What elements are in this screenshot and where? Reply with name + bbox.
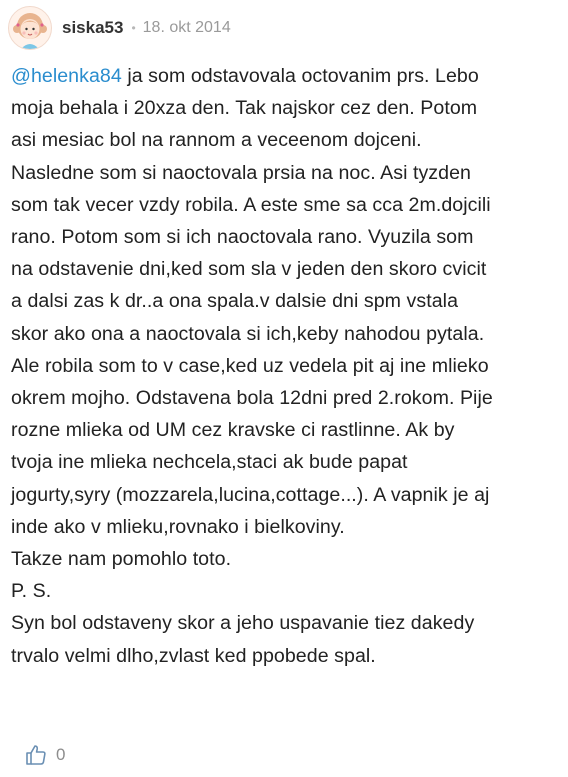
comment-line: asi mesiac bol na rannom a veceenom dojceni.: [11, 129, 422, 152]
meta-separator: •: [131, 21, 136, 35]
comment-line: okrem mojho. Odstavena bola 12dni pred 2.rokom. Pije: [11, 387, 493, 410]
comment-body: [11, 60, 557, 672]
comment-line: tvoja ine mlieka nechcela,staci ak bude papat: [11, 451, 408, 474]
comment-line: Takze nam pomohlo toto.: [11, 548, 232, 571]
comment-line: moja behala i 20xza den. Tak najskor cez den. Potom: [11, 97, 478, 120]
comment-line: Ale robila som to v case,ked uz vedela pit aj ine mlieko: [11, 354, 489, 377]
comment-line: Nasledne som si naoctovala prsia na noc. Asi tyzden: [11, 161, 471, 184]
author-name[interactable]: siska53: [62, 18, 124, 37]
comment-line: Syn bol odstaveny skor a jeho uspavanie tiez dakedy: [11, 612, 475, 635]
comment-line: som tak vecer vzdy robila. A este sme sa cca 2m.dojcili: [11, 193, 491, 216]
comment-line: a dalsi zas k dr..a ona spala.v dalsie dni spm vstala: [11, 290, 459, 313]
user-mention-link[interactable]: @helenka84: [11, 65, 122, 87]
avatar[interactable]: [8, 6, 52, 50]
comment-header: [8, 6, 231, 50]
comment-line: trvalo velmi dlho,zvlast ked ppobede spal.: [11, 644, 376, 667]
comment-line: rano. Potom som si ich naoctovala rano. Vyuzila som: [11, 226, 474, 249]
thumbs-up-icon: [24, 743, 48, 767]
comment-line: P. S.: [11, 580, 52, 603]
comment-line: na odstavenie dni,ked som sla v jeden den skoro cvicit: [11, 258, 487, 281]
comment-line: jogurty,syry (mozzarela,lucina,cottage...). A vapnik je aj: [11, 483, 490, 506]
like-button[interactable]: [24, 743, 65, 767]
like-count: 0: [56, 745, 66, 764]
comment-line: skor ako ona a naoctovala si ich,keby nahodou pytala.: [11, 322, 485, 345]
comment-line: [11, 60, 557, 92]
comment-actions: [24, 740, 65, 770]
comment-date: 18. okt 2014: [142, 19, 231, 36]
comment-line: rozne mlieka od UM cez kravske ci rastlinne. Ak by: [11, 419, 455, 442]
comment-line: inde ako v mlieku,rovnako i bielkoviny.: [11, 515, 345, 538]
comment-text: ja som odstavovala octovanim prs. Lebo: [121, 65, 479, 87]
girl-avatar-icon: [9, 7, 51, 49]
